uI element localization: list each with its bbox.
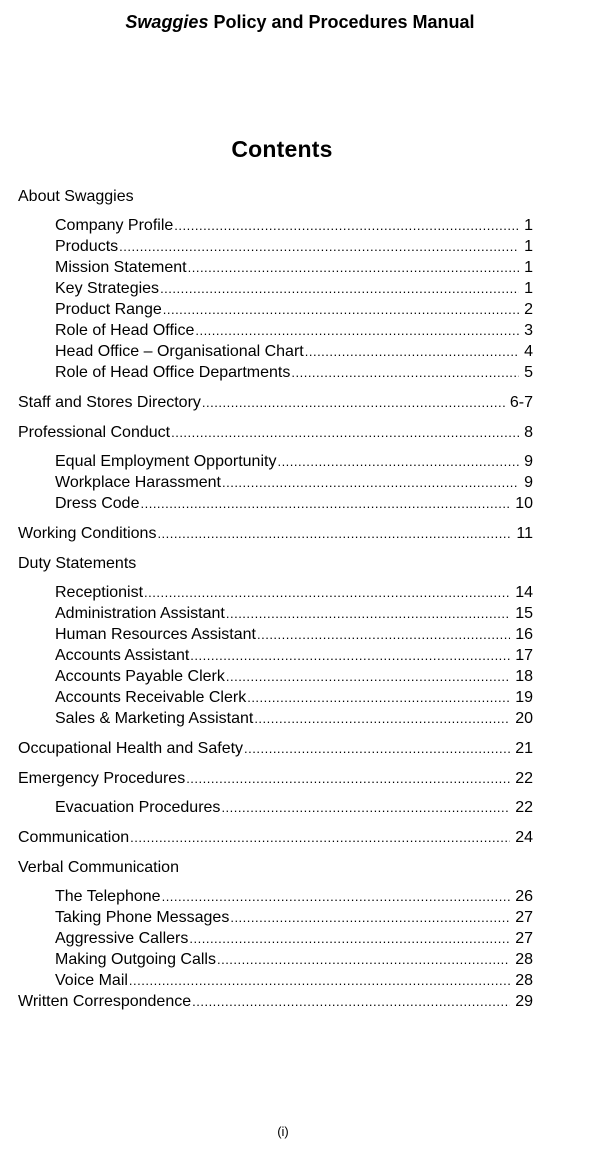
toc-entry[interactable]	[18, 928, 533, 949]
toc-page: 21	[515, 740, 533, 757]
toc-entry-communication[interactable]	[18, 827, 533, 848]
toc-label: Mission Statement	[55, 259, 187, 276]
dot-leader	[157, 523, 511, 544]
toc-page: 2	[524, 301, 533, 318]
toc-entry[interactable]	[18, 886, 533, 907]
dot-leader	[163, 299, 519, 320]
dot-leader	[291, 362, 519, 383]
toc-page: 16	[515, 626, 533, 643]
toc-entry[interactable]	[18, 236, 533, 257]
toc-entry[interactable]	[18, 582, 533, 603]
dot-leader	[254, 708, 510, 729]
dot-leader	[119, 236, 519, 257]
dot-leader	[186, 768, 510, 789]
dot-leader	[305, 341, 519, 362]
toc-page: 11	[516, 525, 533, 542]
toc-page: 8	[524, 424, 533, 441]
toc-page: 22	[515, 799, 533, 816]
toc-page: 17	[515, 647, 533, 664]
toc-label: Evacuation Procedures	[55, 799, 221, 816]
header-brand: Swaggies	[125, 12, 209, 32]
toc-label: About Swaggies	[18, 188, 134, 205]
dot-leader	[189, 928, 510, 949]
dot-leader	[192, 991, 510, 1012]
toc-entry[interactable]	[18, 215, 533, 236]
toc-label: Product Range	[55, 301, 162, 318]
toc-label: Receptionist	[55, 584, 144, 601]
toc-entry[interactable]	[18, 666, 533, 687]
dot-leader	[222, 472, 519, 493]
dot-leader	[160, 278, 519, 299]
dot-leader	[129, 970, 510, 991]
toc-label: Voice Mail	[55, 972, 128, 989]
toc-page: 5	[524, 364, 533, 381]
toc-label: Role of Head Office Departments	[55, 364, 291, 381]
toc-label: Staff and Stores Directory	[18, 394, 201, 411]
toc-label: Dress Code	[55, 495, 140, 512]
dot-leader	[174, 215, 519, 236]
toc-entry[interactable]	[18, 341, 533, 362]
dot-leader	[226, 603, 510, 624]
toc-entry[interactable]	[18, 970, 533, 991]
toc-label: Professional Conduct	[18, 424, 171, 441]
toc-page: 27	[515, 930, 533, 947]
toc-label: Making Outgoing Calls	[55, 951, 216, 968]
toc-label: Workplace Harassment	[55, 474, 221, 491]
toc-entry[interactable]	[18, 278, 533, 299]
toc-page: 26	[515, 888, 533, 905]
dot-leader	[162, 886, 511, 907]
toc-page: 15	[515, 605, 533, 622]
dot-leader	[230, 907, 510, 928]
dot-leader	[221, 797, 510, 818]
page-number: (i)	[277, 1124, 289, 1139]
toc-entry[interactable]	[18, 603, 533, 624]
dot-leader	[202, 392, 505, 413]
toc-entry[interactable]	[18, 451, 533, 472]
toc-label: Accounts Payable Clerk	[55, 668, 225, 685]
toc-entry[interactable]	[18, 949, 533, 970]
toc-entry[interactable]	[18, 299, 533, 320]
dot-leader	[171, 422, 519, 443]
toc-entry-written[interactable]	[18, 991, 533, 1012]
toc-label: Duty Statements	[18, 555, 137, 572]
toc-label: Sales & Marketing Assistant	[55, 710, 254, 727]
toc-label: Accounts Assistant	[55, 647, 190, 664]
toc-entry[interactable]	[18, 708, 533, 729]
toc-entry[interactable]	[18, 907, 533, 928]
toc-label: Emergency Procedures	[18, 770, 186, 787]
dot-leader	[190, 645, 510, 666]
toc-page: 20	[515, 710, 533, 727]
toc-page: 9	[524, 474, 533, 491]
toc-entry[interactable]	[18, 493, 533, 514]
toc-label: Verbal Communication	[18, 859, 179, 876]
toc-entry-ohs[interactable]	[18, 738, 533, 759]
toc-label: Equal Employment Opportunity	[55, 453, 277, 470]
toc-page: 10	[515, 495, 533, 512]
dot-leader	[244, 738, 510, 759]
toc-label: Working Conditions	[18, 525, 157, 542]
toc-label: The Telephone	[55, 888, 161, 905]
toc-entry-emergency[interactable]	[18, 768, 533, 789]
dot-leader	[257, 624, 510, 645]
toc-entry[interactable]	[18, 320, 533, 341]
toc-page: 4	[524, 343, 533, 360]
toc-page: 22	[515, 770, 533, 787]
toc-entry[interactable]	[18, 257, 533, 278]
toc-page: 1	[524, 217, 533, 234]
document-header	[0, 12, 600, 33]
toc-page: 1	[524, 259, 533, 276]
toc-page: 19	[515, 689, 533, 706]
toc-entry[interactable]	[18, 687, 533, 708]
dot-leader	[195, 320, 519, 341]
toc-label: Administration Assistant	[55, 605, 225, 622]
toc-entry[interactable]	[18, 472, 533, 493]
toc-label: Accounts Receivable Clerk	[55, 689, 247, 706]
toc-entry[interactable]	[18, 624, 533, 645]
dot-leader	[247, 687, 510, 708]
toc-page: 3	[524, 322, 533, 339]
toc-entry-staff[interactable]	[18, 392, 533, 413]
toc-entry[interactable]	[18, 362, 533, 383]
toc-page: 18	[515, 668, 533, 685]
toc-page: 24	[515, 829, 533, 846]
toc-page: 14	[515, 584, 533, 601]
dot-leader	[140, 493, 510, 514]
toc-label: Head Office – Organisational Chart	[55, 343, 304, 360]
header-title: Policy and Procedures Manual	[213, 12, 475, 32]
toc-label: Written Correspondence	[18, 993, 192, 1010]
toc-page: 1	[524, 280, 533, 297]
toc-label: Products	[55, 238, 119, 255]
dot-leader	[188, 257, 519, 278]
toc-heading-verbal	[18, 857, 533, 878]
toc-page: 6-7	[509, 394, 533, 411]
toc-entry[interactable]	[18, 797, 533, 818]
toc-heading-about	[18, 186, 533, 207]
toc-page: 28	[515, 972, 533, 989]
dot-leader	[277, 451, 519, 472]
toc-label: Key Strategies	[55, 280, 160, 297]
contents-title: Contents	[231, 136, 333, 162]
toc-page: 27	[515, 909, 533, 926]
toc-label: Aggressive Callers	[55, 930, 189, 947]
table-of-contents	[18, 186, 533, 1012]
dot-leader	[130, 827, 510, 848]
toc-page: 9	[524, 453, 533, 470]
toc-page: 29	[515, 993, 533, 1010]
toc-page: 1	[524, 238, 533, 255]
toc-label: Role of Head Office	[55, 322, 195, 339]
toc-entry-working[interactable]	[18, 523, 533, 544]
toc-label: Company Profile	[55, 217, 174, 234]
dot-leader	[217, 949, 510, 970]
toc-label: Taking Phone Messages	[55, 909, 230, 926]
toc-entry-conduct[interactable]	[18, 422, 533, 443]
toc-page: 28	[515, 951, 533, 968]
toc-heading-duty	[18, 553, 533, 574]
dot-leader	[144, 582, 510, 603]
dot-leader	[226, 666, 510, 687]
toc-label: Occupational Health and Safety	[18, 740, 244, 757]
toc-label: Communication	[18, 829, 130, 846]
toc-label: Human Resources Assistant	[55, 626, 256, 643]
toc-entry[interactable]	[18, 645, 533, 666]
